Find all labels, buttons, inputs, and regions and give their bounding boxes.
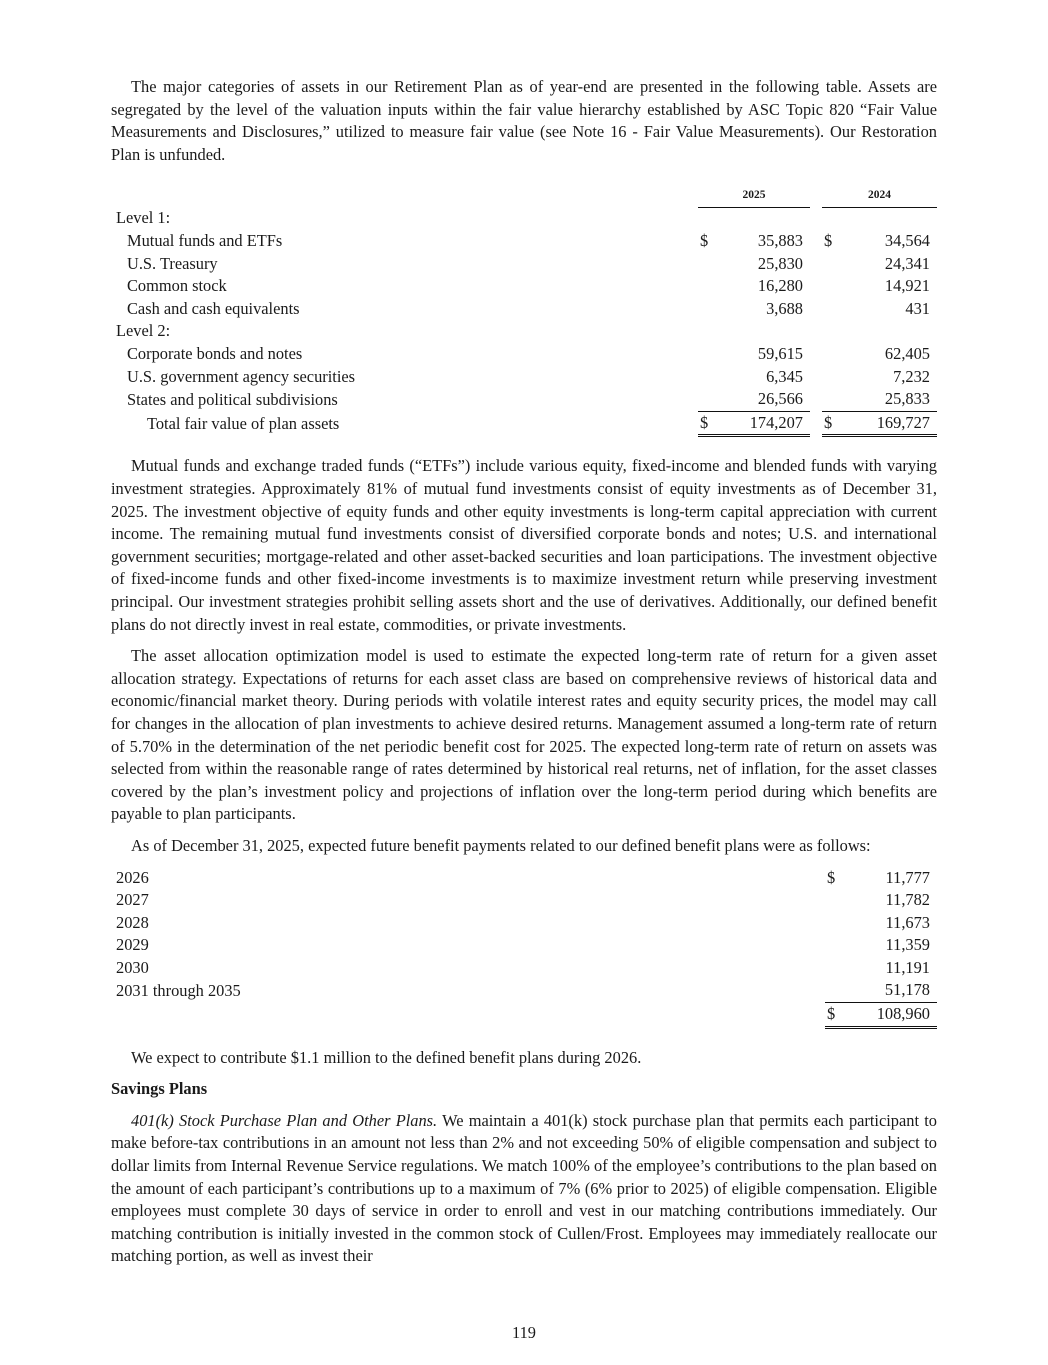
level2-heading-row — [111, 320, 937, 343]
row-label: U.S. Treasury — [127, 253, 218, 273]
table-row — [111, 912, 937, 935]
currency-symbol: $ — [827, 867, 836, 887]
table-row — [111, 230, 937, 253]
table-row — [111, 957, 937, 980]
level2-label: Level 2: — [116, 321, 171, 341]
value-2024: 431 — [905, 298, 930, 318]
value-2024: 24,341 — [884, 253, 930, 273]
value-2024: 34,564 — [884, 231, 930, 251]
value-2024: 14,921 — [884, 276, 930, 296]
row-label: Corporate bonds and notes — [127, 344, 303, 364]
table-row — [111, 934, 937, 957]
value-2025: 6,345 — [766, 366, 803, 386]
page-number: 119 — [512, 1323, 536, 1342]
payment-amount: 11,191 — [885, 957, 930, 977]
level1-heading-row — [111, 207, 937, 230]
table-row — [111, 343, 937, 366]
value-2024: 62,405 — [884, 344, 930, 364]
value-2025: 26,566 — [757, 389, 803, 409]
payments-total-row — [111, 1003, 937, 1028]
column-header-2024: 2024 — [822, 184, 937, 207]
payment-amount: 51,178 — [884, 980, 930, 1000]
value-2025: 16,280 — [757, 276, 803, 296]
row-label: U.S. government agency securities — [127, 366, 356, 386]
plan-401k-text: We maintain a 401(k) stock purchase plan that permits each participant to make before-tax contributions in an amount not less than 2% and not exceeding 50% of eligible compensation and subject to dollar limits from Internal Revenue Service regulations. We match 100% of the employee’s contributions to the plan based on the amount of each participant’s contributions up to a maximum of 7% (6% prior to 2025) of eligible compensation. Eligible employees must complete 30 days of service in order to enroll and vest in our matching contributions immediately. Our matching contribution is initially invested in the common stock of Cullen/Frost. Employees may immediately reallocate our matching portion, as well as invest their — [111, 1110, 938, 1266]
total-label: Total fair value of plan assets — [147, 414, 340, 434]
column-header-2025: 2025 — [698, 184, 810, 207]
payment-year: 2027 — [116, 890, 149, 910]
payment-amount: 11,673 — [885, 912, 930, 932]
row-label: Cash and cash equivalents — [127, 298, 300, 318]
currency-symbol: $ — [822, 411, 834, 436]
future-payments-paragraph: As of December 31, 2025, expected future benefit payments related to our defined benefit plans were as follows: — [131, 835, 871, 855]
payment-amount: 11,777 — [885, 867, 930, 887]
currency-symbol: $ — [824, 231, 833, 251]
payment-amount: 11,359 — [885, 935, 930, 955]
currency-symbol: $ — [700, 231, 709, 251]
plan-401k-title: 401(k) Stock Purchase Plan and Other Plans. — [131, 1110, 438, 1130]
value-2025: 3,688 — [766, 298, 803, 318]
savings-plans-heading: Savings Plans — [111, 1079, 208, 1099]
table-row — [111, 366, 937, 389]
payment-year: 2029 — [116, 935, 149, 955]
value-2025: 35,883 — [757, 231, 803, 251]
table-row — [111, 867, 937, 890]
table-row — [111, 275, 937, 298]
asset-allocation-paragraph: The asset allocation optimization model is used to estimate the expected long-term rate of return for a given asset allocation strategy. Expectations of returns for each asset class are based on comprehensive reviews of historical data and economic/financial market theory. During periods with volatile interest rates and equity security prices, the model may call for changes in the allocation of plan investments to achieve desired returns. Management assumed a long-term rate of return of 5.70% in the determination of the net periodic benefit cost for 2025. The expected long-term rate of return on assets was selected from within the reasonable range of rates determined by historical real returns, net of inflation, for the asset classes covered by the plan’s investment policy and projections of inflation over the long-term period during which benefits are payable to plan participants. — [111, 646, 937, 824]
benefit-payments-table — [111, 867, 937, 1029]
table-row — [111, 889, 937, 912]
payment-year: 2026 — [116, 867, 149, 887]
payment-year: 2030 — [116, 957, 149, 977]
payments-total: 108,960 — [837, 1003, 937, 1028]
total-row — [111, 411, 937, 436]
payment-year: 2031 through 2035 — [116, 980, 241, 1000]
payment-year: 2028 — [116, 912, 149, 932]
level1-label: Level 1: — [116, 208, 171, 228]
value-2024: 7,232 — [893, 366, 930, 386]
currency-symbol: $ — [825, 1003, 837, 1028]
total-2025: 174,207 — [713, 411, 810, 436]
table-row — [111, 388, 937, 411]
contribution-paragraph: We expect to contribute $1.1 million to the defined benefit plans during 2026. — [131, 1047, 642, 1067]
table-row — [111, 979, 937, 1002]
table-row — [111, 298, 937, 321]
payment-amount: 11,782 — [885, 890, 930, 910]
row-label: Mutual funds and ETFs — [127, 231, 283, 251]
value-2025: 59,615 — [757, 344, 803, 364]
table-row — [111, 253, 937, 276]
total-2024: 169,727 — [834, 411, 937, 436]
plan-401k-paragraph — [111, 1110, 937, 1268]
row-label: Common stock — [127, 276, 227, 296]
currency-symbol: $ — [698, 411, 713, 436]
plan-assets-table — [111, 184, 937, 437]
value-2025: 25,830 — [757, 253, 803, 273]
table-header-row — [111, 184, 937, 207]
mutual-funds-paragraph: Mutual funds and exchange traded funds (“ETFs”) include various equity, fixed-income and blended funds with varying investment strategies. Approximately 81% of mutual fund investments consist of equity investments as of December 31, 2025. The investment objective of equity funds and other equity investments is long-term capital appreciation with current income. The remaining mutual fund investments consist of diversified corporate bonds and notes; U.S. and international government securities; mortgage-related and other asset-backed securities and loan participations. The investment objective of fixed-income funds and other fixed-income investments is to maximize investment return while preserving investment principal. Our investment strategies prohibit selling assets short and the use of derivatives. Additionally, our defined benefit plans do not directly invest in real estate, commodities, or private investments. — [111, 456, 937, 634]
page-content — [111, 76, 937, 1268]
row-label: States and political subdivisions — [127, 389, 338, 409]
value-2024: 25,833 — [884, 389, 930, 409]
intro-paragraph: The major categories of assets in our Retirement Plan as of year-end are presented in the following table. Assets are segregated by the level of the valuation inputs within the fair value hierarchy established by ASC Topic 820 “Fair Value Measurements and Disclosures,” utilized to measure fair value (see Note 16 - Fair Value Measurements). Our Restoration Plan is unfunded. — [111, 77, 937, 164]
